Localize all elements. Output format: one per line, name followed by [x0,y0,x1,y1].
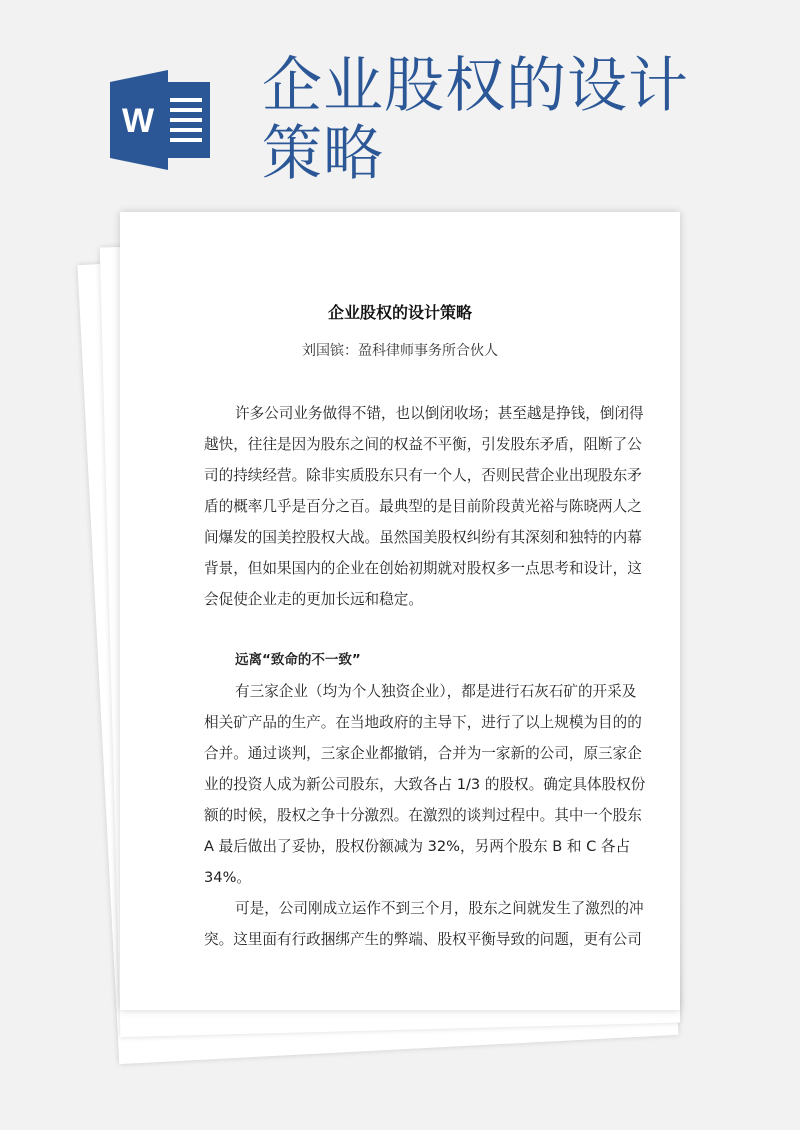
document-author: 刘国镔：盈科律师事务所合伙人 [302,343,498,359]
text-line: A 最后做出了妥协，股权份额减为 32%，另两个股东 B 和 C 各占 [204,838,631,855]
text-line: 额的时候，股权之争十分激烈。在激烈的谈判过程中。其中一个股东 [204,807,642,824]
section-heading: 远离“致命的不一致” [235,652,361,668]
document-body [204,398,646,955]
text-line: 可是，公司刚成立运作不到三个月，股东之间就发生了激烈的冲 [235,900,644,917]
document-title: 企业股权的设计策略 [327,303,472,322]
text-line: 盾的概率几乎是百分之百。最典型的是目前阶段黄光裕与陈晓两人之 [204,498,642,515]
text-line: 合并。通过谈判，三家企业都撤销，合并为一家新的公司，原三家企 [204,745,642,762]
text-line: 许多公司业务做得不错，也以倒闭收场；甚至越是挣钱，倒闭得 [235,405,644,422]
text-line: 越快，往往是因为股东之间的权益不平衡，引发股东矛盾，阻断了公 [204,436,642,453]
text-line: 34%。 [204,869,252,886]
text-line: 业的投资人成为新公司股东，大致各占 1/3 的股权。确定具体股权份 [204,776,646,793]
text-line: 间爆发的国美控股权大战。虽然国美股权纠纷有其深刻和独特的内幕 [204,529,642,546]
text-line: 背景，但如果国内的企业在创始初期就对股权多一点思考和设计，这 [204,560,642,577]
document-page [120,212,680,1010]
text-line: 司的持续经营。除非实质股东只有一个人，否则民营企业出现股东矛 [204,467,642,484]
page-title: 企业股权的设计策略 [262,51,689,189]
text-line: 有三家企业（均为个人独资企业），都是进行石灰石矿的开采及 [235,683,637,700]
paragraph [204,893,644,955]
text-line: 相关矿产品的生产。在当地政府的主导下，进行了以上规模为目的的 [204,714,642,731]
text-line: 会促使企业走的更加长远和稳定。 [204,591,423,608]
paragraph [204,676,646,893]
word-document-icon [110,70,215,170]
text-line: 突。这里面有行政捆绑产生的弊端、股权平衡导致的问题，更有公司 [204,931,642,948]
paragraph [204,398,644,615]
svg-text:W: W [121,102,155,140]
